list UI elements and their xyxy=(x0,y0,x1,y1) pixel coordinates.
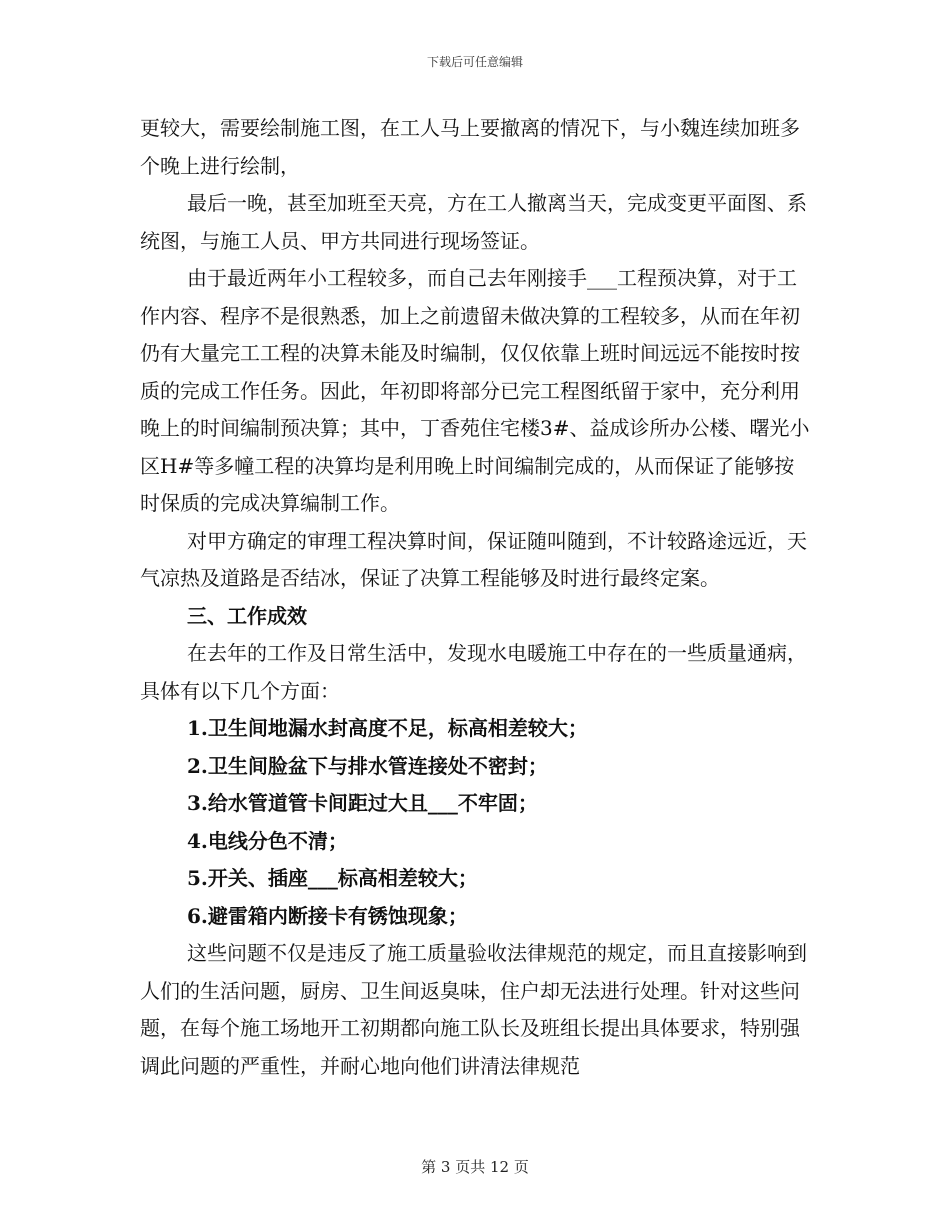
paragraph-3: 由于最近两年小工程较多，而自己去年刚接手___工程预决算，对于工作内容、程序不是很熟悉，加上之前遗留未做决算的工程较多，从而在年初仍有大量完工工程的决算未能及时编制，仅仅依靠上班时间远远不能按时按质的完成工作任务。因此，年初即将部分已完工程图纸留于家中，充分利用晚上的时间编制预决算；其中，丁香苑住宅楼3#、益成诊所办公楼、曙光小区H#等多幢工程的决算均是利用晚上时间编制完成的，从而保证了能够按时保质的完成决算编制工作。 xyxy=(140,266,810,515)
paragraph-5: 在去年的工作及日常生活中，发现水电暖施工中存在的一些质量通病，具体有以下几个方面： xyxy=(140,641,807,703)
list-item-3: 3.给水管道管卡间距过大且___不牢固； xyxy=(187,791,538,815)
page-footer: 第 3 页共 12 页 xyxy=(421,1158,529,1176)
list-item-1: 1.卫生间地漏水封高度不足，标高相差较大； xyxy=(187,716,588,740)
paragraph-1: 更较大，需要绘制施工图，在工人马上要撤离的情况下，与小魏连续加班多个晚上进行绘制， xyxy=(140,116,800,178)
list-item-2: 2.卫生间脸盆下与排水管连接处不密封； xyxy=(187,753,548,778)
paragraph-6: 这些问题不仅是违反了施工质量验收法律规范的规定，而且直接影响到人们的生活问题，厨房、卫生间返臭味，住户却无法进行处理。针对这些问题，在每个施工场地开工初期都向施工队长及班组长提出具体要求，特别强调此问题的严重性，并耐心地向他们讲清法律规范 xyxy=(140,941,807,1078)
list-item-6: 6.避雷箱内断接卡有锈蚀现象； xyxy=(187,903,468,928)
paragraph-2: 最后一晚，甚至加班至天亮，方在工人撤离当天，完成变更平面图、系统图，与施工人员、甲方共同进行现场签证。 xyxy=(140,191,807,253)
list-item-5: 5.开关、插座___标高相差较大； xyxy=(187,866,478,890)
document-body xyxy=(140,110,810,1085)
section-heading: 三、工作成效 xyxy=(187,603,307,628)
paragraph-4: 对甲方确定的审理工程决算时间，保证随叫随到，不计较路途远近，天气凉热及道路是否结冰，保证了决算工程能够及时进行最终定案。 xyxy=(140,528,807,590)
list-item-4: 4.电线分色不清； xyxy=(187,828,348,853)
page-header: 下载后可任意编辑 xyxy=(426,55,523,69)
